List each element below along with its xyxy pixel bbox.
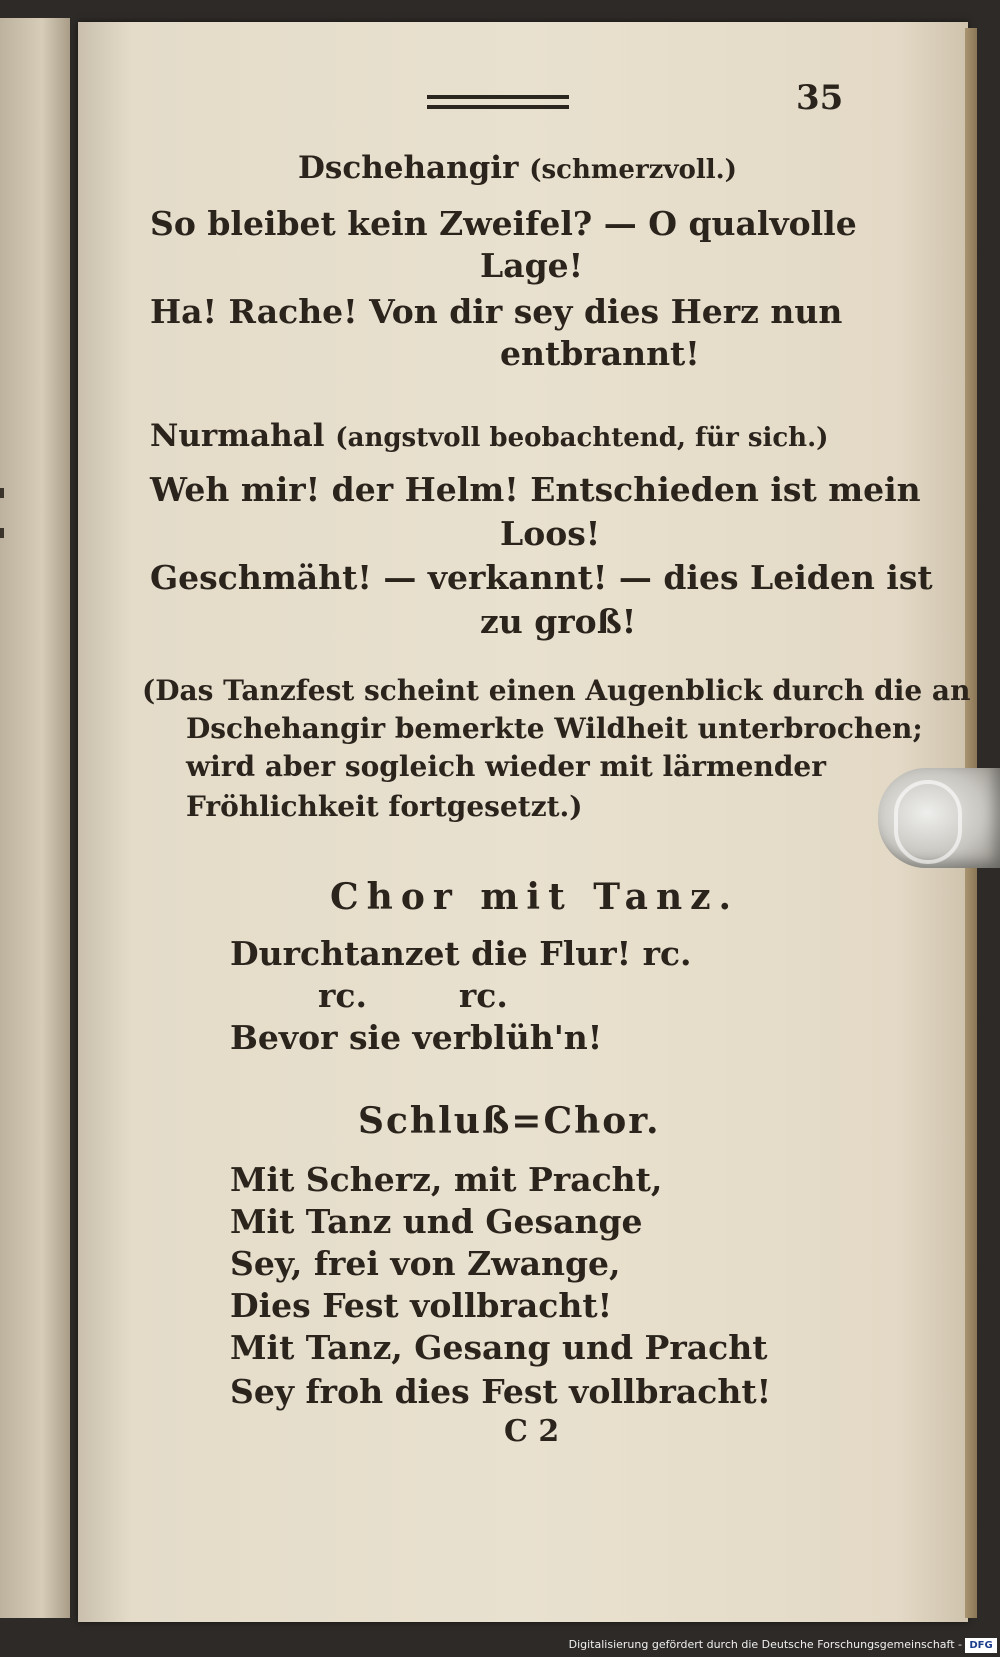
verse-line: Lage! <box>480 246 584 285</box>
speaker-name: Dschehangir <box>298 150 519 186</box>
verse-line: Loos! <box>500 514 601 553</box>
verse-line: Ha! Rache! Von dir sey dies Herz nun <box>150 292 843 331</box>
page-clip-ring <box>894 780 962 864</box>
final-chorus-line: Dies Fest vollbracht! <box>230 1286 613 1325</box>
chorus-heading: Chor mit Tanz. <box>330 876 740 918</box>
final-chorus-line: Mit Scherz, mit Pracht, <box>230 1160 663 1199</box>
final-chorus-heading: Schluß=Chor. <box>358 1100 661 1142</box>
verse-line: Geschmäht! — verkannt! — dies Leiden ist <box>150 558 933 597</box>
stage-direction-line: wird aber sogleich wieder mit lärmender <box>186 750 826 783</box>
chorus-line: Bevor sie verblüh'n! <box>230 1018 603 1057</box>
speaker-direction: (schmerzvoll.) <box>529 155 737 185</box>
chorus-line: rc. rc. <box>318 976 508 1015</box>
footer-bar <box>0 1635 1000 1657</box>
final-chorus-line: Sey froh dies Fest vollbracht! <box>230 1372 772 1411</box>
final-chorus-line: Mit Tanz, Gesang und Pracht <box>230 1328 768 1367</box>
stage-direction-line: (Das Tanzfest scheint einen Augenblick durch die an <box>142 674 971 707</box>
signature-mark: C 2 <box>504 1414 560 1449</box>
speaker-direction: (angstvoll beobachtend, für sich.) <box>335 423 829 453</box>
header-rule <box>427 95 569 109</box>
stage-direction-line: Dschehangir bemerkte Wildheit unterbrochen; <box>186 712 923 745</box>
left-page-edge <box>0 18 70 1618</box>
speaker-nurmahal <box>150 418 828 454</box>
final-chorus-line: Mit Tanz und Gesange <box>230 1202 643 1241</box>
stage-direction-line: Fröhlichkeit fortgesetzt.) <box>186 790 583 823</box>
page-clip <box>878 768 1000 868</box>
verse-line: entbrannt! <box>500 334 700 373</box>
verse-line: zu groß! <box>480 602 637 641</box>
footer-credit: Digitalisierung gefördert durch die Deutsche Forschungsgemeinschaft - <box>568 1638 962 1651</box>
speaker-dschehangir <box>298 150 737 186</box>
speaker-name: Nurmahal <box>150 418 325 454</box>
page-number: 35 <box>796 78 844 118</box>
verse-line: Weh mir! der Helm! Entschieden ist mein <box>150 470 921 509</box>
verse-line: So bleibet kein Zweifel? — O qualvolle <box>150 204 857 243</box>
left-page-mark <box>0 528 4 538</box>
final-chorus-line: Sey, frei von Zwange, <box>230 1244 621 1283</box>
left-page-mark <box>0 488 4 498</box>
dfg-logo: DFG <box>965 1638 997 1653</box>
chorus-line: Durchtanzet die Flur! rc. <box>230 934 692 973</box>
